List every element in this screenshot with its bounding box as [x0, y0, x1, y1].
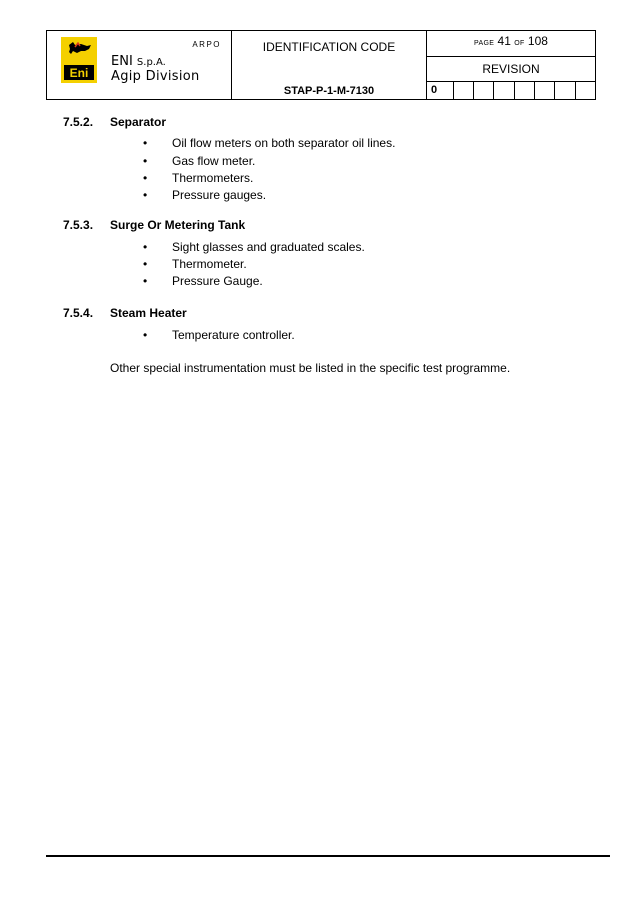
list-item: Pressure gauges.: [172, 188, 267, 202]
arpo-label: ARPO: [192, 40, 221, 49]
section-title: Steam Heater: [110, 306, 187, 320]
bullet-icon: •: [143, 257, 148, 271]
document-number: STAP-P-1-M-7130: [283, 85, 375, 97]
list-item: Thermometers.: [172, 171, 254, 185]
closing-note: Other special instrumentation must be listed in the specific test programme.: [110, 361, 511, 375]
list-item: Pressure Gauge.: [172, 274, 263, 288]
revision-box: [535, 81, 555, 99]
page-prefix: PAGE: [474, 40, 495, 47]
bullet-icon: •: [143, 171, 148, 185]
identification-code-label: IDENTIFICATION CODE: [262, 40, 396, 54]
division-name: Agip Division: [111, 69, 200, 84]
company-name: [111, 54, 166, 69]
bullet-icon: •: [143, 154, 148, 168]
revision-box: [454, 81, 474, 99]
revision-box: [494, 81, 514, 99]
page-indicator: [427, 34, 595, 48]
revision-box: [515, 81, 535, 99]
revision-box: [576, 81, 595, 99]
section-title: Separator: [110, 115, 167, 129]
list-item: Sight glasses and graduated scales.: [172, 240, 365, 254]
page-of: OF: [514, 40, 525, 47]
revision-boxes: [427, 81, 595, 99]
list-item: Temperature controller.: [172, 328, 295, 342]
revision-label: REVISION: [482, 62, 540, 76]
page-total: 108: [527, 34, 548, 48]
list-item: Oil flow meters on both separator oil lines.: [172, 136, 396, 150]
revision-value: 0: [427, 81, 454, 99]
section-number: 7.5.3.: [63, 218, 94, 232]
company-cell: [47, 31, 232, 99]
footer-divider: [46, 855, 610, 857]
bullet-icon: •: [143, 188, 148, 202]
logo-text: Eni: [69, 66, 89, 80]
revision-box: [474, 81, 494, 99]
page-current: 41: [497, 34, 511, 48]
section-number: 7.5.2.: [63, 115, 94, 129]
bullet-icon: •: [143, 136, 148, 150]
divider: [427, 56, 595, 57]
revision-box: [555, 81, 575, 99]
page-revision-cell: [427, 31, 595, 99]
bullet-icon: •: [143, 328, 148, 342]
company-suffix: S.p.A.: [136, 57, 166, 68]
list-item: Thermometer.: [172, 257, 247, 271]
company-main: ENI: [111, 54, 133, 69]
list-item: Gas flow meter.: [172, 154, 256, 168]
eni-dog-logo-icon: [61, 37, 97, 83]
identification-cell: [232, 31, 427, 99]
section-number: 7.5.4.: [63, 306, 94, 320]
document-header: [46, 30, 596, 100]
section-title: Surge Or Metering Tank: [110, 218, 246, 232]
bullet-icon: •: [143, 240, 148, 254]
bullet-icon: •: [143, 274, 148, 288]
